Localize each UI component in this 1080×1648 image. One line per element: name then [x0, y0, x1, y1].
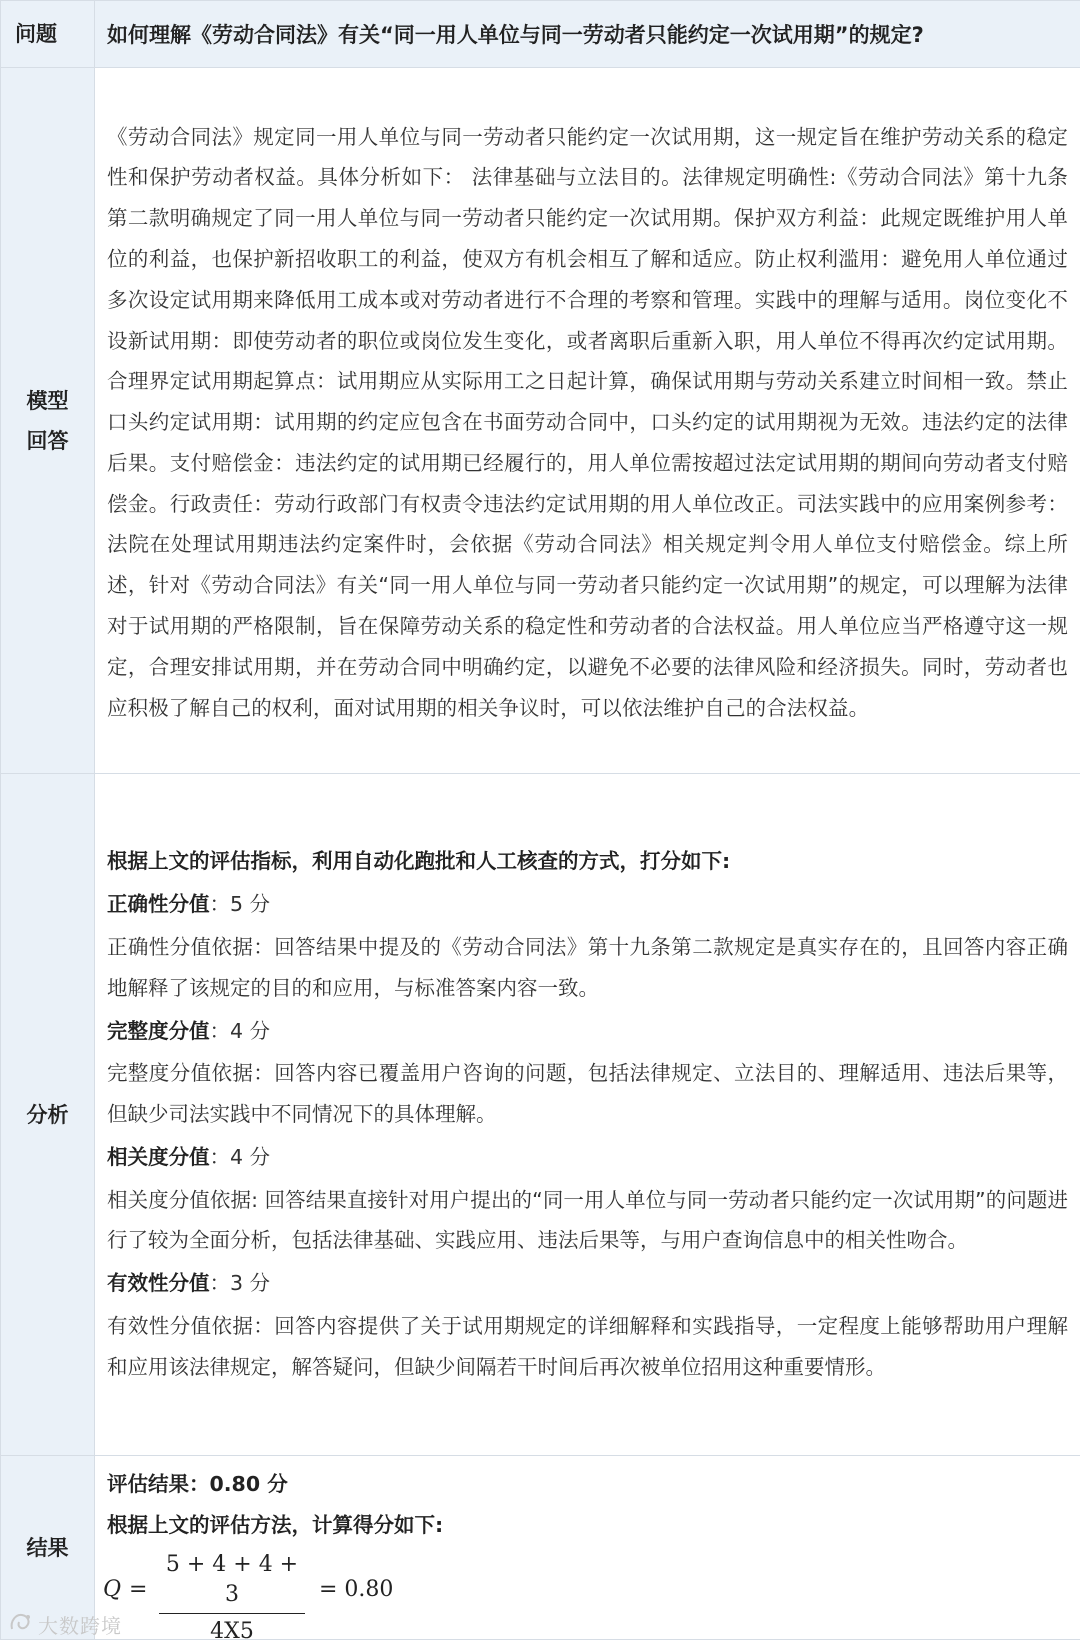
analysis-intro: 根据上文的评估指标，利用自动化跑批和人工核查的方式，打分如下: — [107, 849, 731, 874]
answer-label-text: 模型回答 — [26, 388, 69, 453]
correctness-score: ：5 分 — [209, 892, 271, 917]
completeness-score: ：4 分 — [209, 1018, 271, 1043]
effectiveness-basis: 有效性分值依据：回答内容提供了关于试用期规定的详细解释和实践指导，一定程度上能够帮助用户理解和应用该法律规定，解答疑问，但缺少间隔若干时间后再次被单位招用这种重要情形。 — [107, 1314, 1068, 1379]
answer-row — [1, 68, 1080, 774]
completeness-label: 完整度分值 — [107, 1018, 210, 1043]
score-formula — [103, 1550, 1068, 1644]
answer-cell — [95, 68, 1080, 774]
eval-result: 评估结果：0.80 分 — [107, 1472, 288, 1496]
correctness-label: 正确性分值 — [107, 892, 210, 917]
relevance-score-line — [107, 1137, 1068, 1178]
relevance-label: 相关度分值 — [107, 1144, 210, 1169]
formula-equals: = — [129, 1576, 148, 1602]
analysis-cell — [95, 774, 1080, 1456]
analysis-label: 分析 — [1, 774, 95, 1456]
watermark-text: 大数跨境 — [38, 1614, 122, 1638]
formula-denominator: 4X5 — [210, 1618, 254, 1644]
formula-fraction — [159, 1550, 305, 1647]
effectiveness-score: ：3 分 — [209, 1271, 271, 1296]
watermark-logo-icon — [8, 1611, 34, 1638]
effectiveness-label: 有效性分值 — [107, 1271, 210, 1296]
fraction-bar — [159, 1613, 305, 1614]
question-text: 如何理解《劳动合同法》有关“同一用人单位与同一劳动者只能约定一次试用期”的规定? — [95, 1, 1080, 68]
question-label: 问题 — [1, 1, 95, 68]
formula-rhs: = 0.80 — [319, 1576, 394, 1602]
effectiveness-score-line — [107, 1263, 1068, 1304]
method-line: 根据上文的评估方法，计算得分如下: — [107, 1512, 444, 1537]
completeness-basis: 完整度分值依据：回答内容已覆盖用户咨询的问题，包括法律规定、立法目的、理解适用、违法后果等，但缺少司法实践中不同情况下的具体理解。 — [107, 1061, 1068, 1127]
correctness-score-line — [107, 884, 1068, 925]
result-label: 结果 — [1, 1456, 95, 1640]
formula-lhs: Q — [103, 1576, 122, 1602]
result-row — [1, 1456, 1080, 1640]
question-row — [1, 1, 1080, 68]
relevance-score: ：4 分 — [209, 1144, 271, 1169]
answer-label — [1, 68, 95, 774]
correctness-basis: 正确性分值依据：回答结果中提及的《劳动合同法》第十九条第二款规定是真实存在的，且回答内容正确地解释了该规定的目的和应用，与标准答案内容一致。 — [107, 934, 1068, 1000]
completeness-score-line — [107, 1011, 1068, 1052]
relevance-basis: 相关度分值依据: 回答结果直接针对用户提出的“同一用人单位与同一劳动者只能约定一次试用期”的问题进行了较为全面分析，包括法律基础、实践应用、违法后果等，与用户查询信息中的相关性吻合。 — [107, 1187, 1068, 1253]
answer-text: 《劳动合同法》规定同一用人单位与同一劳动者只能约定一次试用期，这一规定旨在维护劳动关系的稳定性和保护劳动者权益。具体分析如下： 法律基础与立法目的。法律规定明确性:《劳动合同法》第十九条第二款明确规定了同一用人单位与同一劳动者只能约定一次试用期。保护双方利益：此规定既维护用人单位的利益，也保护新招收职工的利益，使双方有机会相互了解和适应。防止权利滥用：避免用人单位通过多次设定试用期来降低用工成本或对劳动者进行不合理的考察和管理。实践中的理解与适用。岗位变化不设新试用期：即使劳动者的职位或岗位发生变化，或者离职后重新入职，用人单位不得再次约定试用期。合理界定试用期起算点：试用期应从实际用工之日起计算，确保试用期与劳动关系建立时间相一致。禁止口头约定试用期：试用期的约定应包含在书面劳动合同中，口头约定的试用期视为无效。违法约定的法律后果。支付赔偿金：违法约定的试用期已经履行的，用人单位需按超过法定试用期的期间向劳动者支付赔偿金。行政责任：劳动行政部门有权责令违法约定试用期的用人单位改正。司法实践中的应用案例参考：法院在处理试用期违法约定案件时，会依据《劳动合同法》相关规定判令用人单位支付赔偿金。综上所述，针对《劳动合同法》有关“同一用人单位与同一劳动者只能约定一次试用期”的规定，可以理解为法律对于试用期的严格限制，旨在保障劳动关系的稳定性和劳动者的合法权益。用人单位应当严格遵守这一规定，合理安排试用期，并在劳动合同中明确约定，以避免不必要的法律风险和经济损失。同时，劳动者也应积极了解自己的权利，面对试用期的相关争议时，可以依法维护自己的合法权益。 — [107, 124, 1069, 720]
formula-numerator: 5 + 4 + 4 + 3 — [165, 1551, 299, 1607]
watermark — [8, 1610, 122, 1639]
result-cell — [95, 1456, 1080, 1644]
analysis-row — [1, 774, 1080, 1456]
